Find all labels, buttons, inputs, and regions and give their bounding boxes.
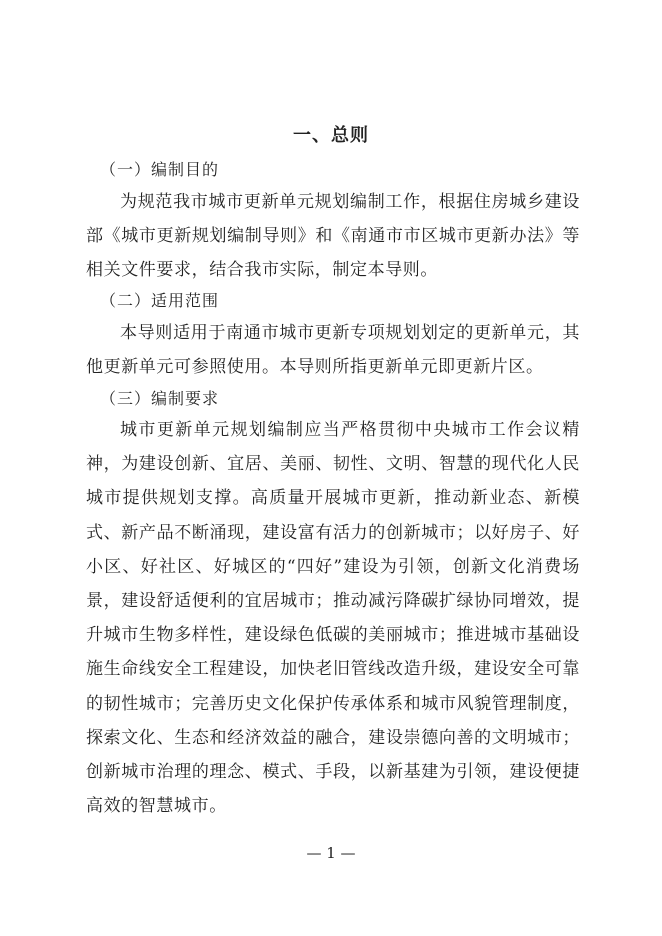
chapter-title: 一、总则 — [293, 125, 369, 146]
section-heading-purpose: （一）编制目的 — [100, 160, 220, 179]
section-paragraph-requirements: 城市更新单元规划编制应当严格贯彻中央城市工作会议精神，为建设创新、宜居、美丽、韧性、文明、智慧的现代化人民城市提供规划支撑。高质量开展城市更新，推动新业态、新模式、新产品不断涌现，建设富有活力的创新城市；以好房子、好小区、好社区、好城区的“四好”建设为引领，创新文化消费场景，建设舒适便利的宜居城市；推动减污降碳扩绿协同增效，提升城市生物多样性，建设绿色低碳的美丽城市；推进城市基础设施生命线安全工程建设，加快老旧管线改造升级，建设安全可靠的韧性城市；完善历史文化保护传承体系和城市风貌管理制度，探索文化、生态和经济效益的融合，建设崇德向善的文明城市；创新城市治理的理念、模式、手段，以新基建为引领，建设便捷高效的智慧城市。 — [86, 420, 580, 817]
section-paragraph-scope: 本导则适用于南通市城市更新专项规划划定的更新单元，其他更新单元可参照使用。本导则所指更新单元即更新片区。 — [86, 323, 580, 378]
section-heading-requirements: （三）编制要求 — [100, 389, 220, 408]
page-number: — 1 — — [306, 844, 356, 862]
section-paragraph-purpose: 为规范我市城市更新单元规划编制工作，根据住房城乡建设部《城市更新规划编制导则》和《南通市市区城市更新办法》等相关文件要求，结合我市实际，制定本导则。 — [86, 192, 580, 281]
section-heading-scope: （二）适用范围 — [100, 291, 220, 310]
